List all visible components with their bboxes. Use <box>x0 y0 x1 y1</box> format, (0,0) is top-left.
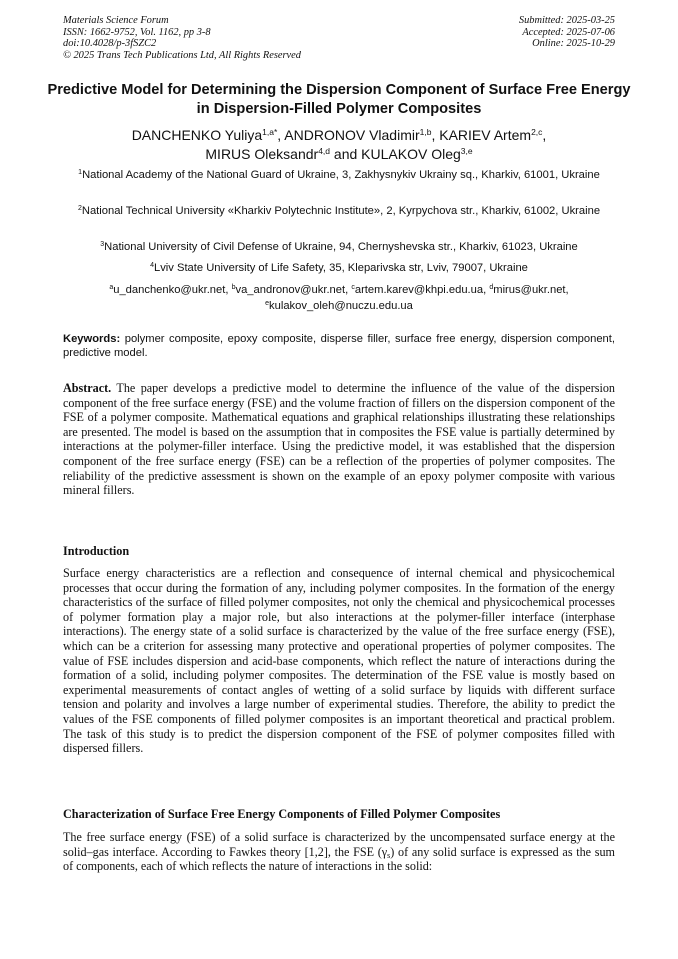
keywords-label: Keywords: <box>63 333 121 345</box>
author-list <box>40 126 638 163</box>
doi: doi:10.4028/p-3fSZC2 <box>63 38 157 50</box>
author: DANCHENKO Yuliya$^{1,a*}$, <box>131 127 285 143</box>
paper-title: Predictive Model for Determining the Dispersion Component of Surface Free Energy in Dispersion-Filled Polymer Composites <box>47 82 631 117</box>
keywords-text: polymer composite, epoxy composite, disperse filler, surface free energy, dispersion component, predictive model. <box>63 333 615 359</box>
online-date: Online: 2025-10-29 <box>532 38 615 50</box>
issn: ISSN: 1662-9752, Vol. 1162, pp 3-8 <box>63 26 211 38</box>
introduction-text: Surface energy characteristics are a reflection and consequence of internal chemical and physicochemical processes that occur during the formation of any, including polymer composites. In the formation of the energy characteristics of the surface of filled polymer composites, not only the chemical and physicochemical processes of polymer formation play a major role, but also interactions at the polymer-filler interface (interphase interactions). The energy state of a solid surface is characterized by the value of the free surface energy (FSE), which can be a criterion for assessing many protective and operational properties of polymer composites. The value of FSE includes dispersion and acid-base components, which reflect the nature of interactions during the formation of a solid, including polymer composites. The determination of the FSE value is mostly based on experimental measurements of contact angles of wetting of a solid surface by liquids with different surface tension and polarity and involves a large number of experimental studies. Therefore, the ability to predict the values of the FSE components of filled polymer composites is an important theoretical and practical problem. The task of this study is to predict the dispersion component of the FSE of polymer composites filled with dispersed fillers. <box>63 566 615 756</box>
journal-info <box>63 15 301 61</box>
abstract-label: Abstract. <box>63 381 112 395</box>
abstract-text: The paper develops a predictive model to determine the influence of the value of the dispersion component of the free surface energy (FSE) and the volume fraction of fillers on the dispersion component of the FSE of a polymer composite. Mathematical equations and graphical relationships illustrating these relationships are presented. The model is based on the assumption that in composites the FSE value is partially determined by interactions at the polymer-filler interface. Using the predictive model, it was established that the dispersion component of the free surface energy (FSE) can be a reflection of the properties of polymer composites. The reliability of the predictive assessment is shown on the example of an epoxy polymer composite with various mineral fillers. <box>63 381 615 498</box>
email-link[interactable]: $^e$kulakov_oleh@nuczu.edu.ua <box>265 300 413 312</box>
email-link[interactable]: $^a$u_danchenko@ukr.net, <box>109 284 232 296</box>
copyright: © 2025 Trans Tech Publications Ltd, All Rights Reserved <box>63 49 301 61</box>
abstract <box>63 381 615 498</box>
section-heading: Characterization of Surface Free Energy Components of Filled Polymer Composites <box>63 807 501 821</box>
email-list <box>63 282 615 314</box>
email-link[interactable]: $^c$artem.karev@khpi.edu.ua, <box>351 284 490 296</box>
affiliation: $^2$National Technical University «Kharkiv Polytechnic Institute», 2, Kyrpychova str., Kharkiv, 61002, Ukraine <box>77 205 601 217</box>
publication-dates <box>519 15 615 50</box>
email-link[interactable]: $^b$va_andronov@ukr.net, <box>231 284 352 296</box>
author: MIRUS Oleksandr$^{4,d}$ and <box>205 145 362 162</box>
keywords <box>63 332 615 360</box>
author: KARIEV Artem$^{2,c}$, <box>439 127 547 143</box>
section-text: The free surface energy (FSE) of a solid surface is characterized by the uncompensated surface energy at the solid–gas interface. According to Fawkes theory [1,2], the FSE $(\gamma_s)$ of any solid surface is expressed as the sum of components, each of which reflects the nature of interactions in the solid: <box>63 830 615 874</box>
affiliation: $^1$National Academy of the National Guard of Ukraine, 3, Zakhysnykiv Ukrainy sq., Kharkiv, 61001, Ukraine <box>78 169 600 181</box>
email-link[interactable]: $^d$mirus@ukr.net, <box>489 284 569 296</box>
author: ANDRONOV Vladimir$^{1,b}$, <box>284 127 440 143</box>
accepted-date: Accepted: 2025-07-06 <box>522 26 615 38</box>
affiliation: $^3$National University of Civil Defense of Ukraine, 94, Chernyshevska str., Kharkiv, 61023, Ukraine <box>100 241 578 253</box>
submitted-date: Submitted: 2025-03-25 <box>518 15 615 26</box>
affiliation: $^4$Lviv State University of Life Safety, 35, Kleparivska str, Lviv, 79007, Ukraine <box>150 262 528 274</box>
journal-name: Materials Science Forum <box>63 15 169 26</box>
author: KULAKOV Oleg$^{3,e}$ <box>361 145 473 162</box>
section-heading: Introduction <box>63 544 130 558</box>
